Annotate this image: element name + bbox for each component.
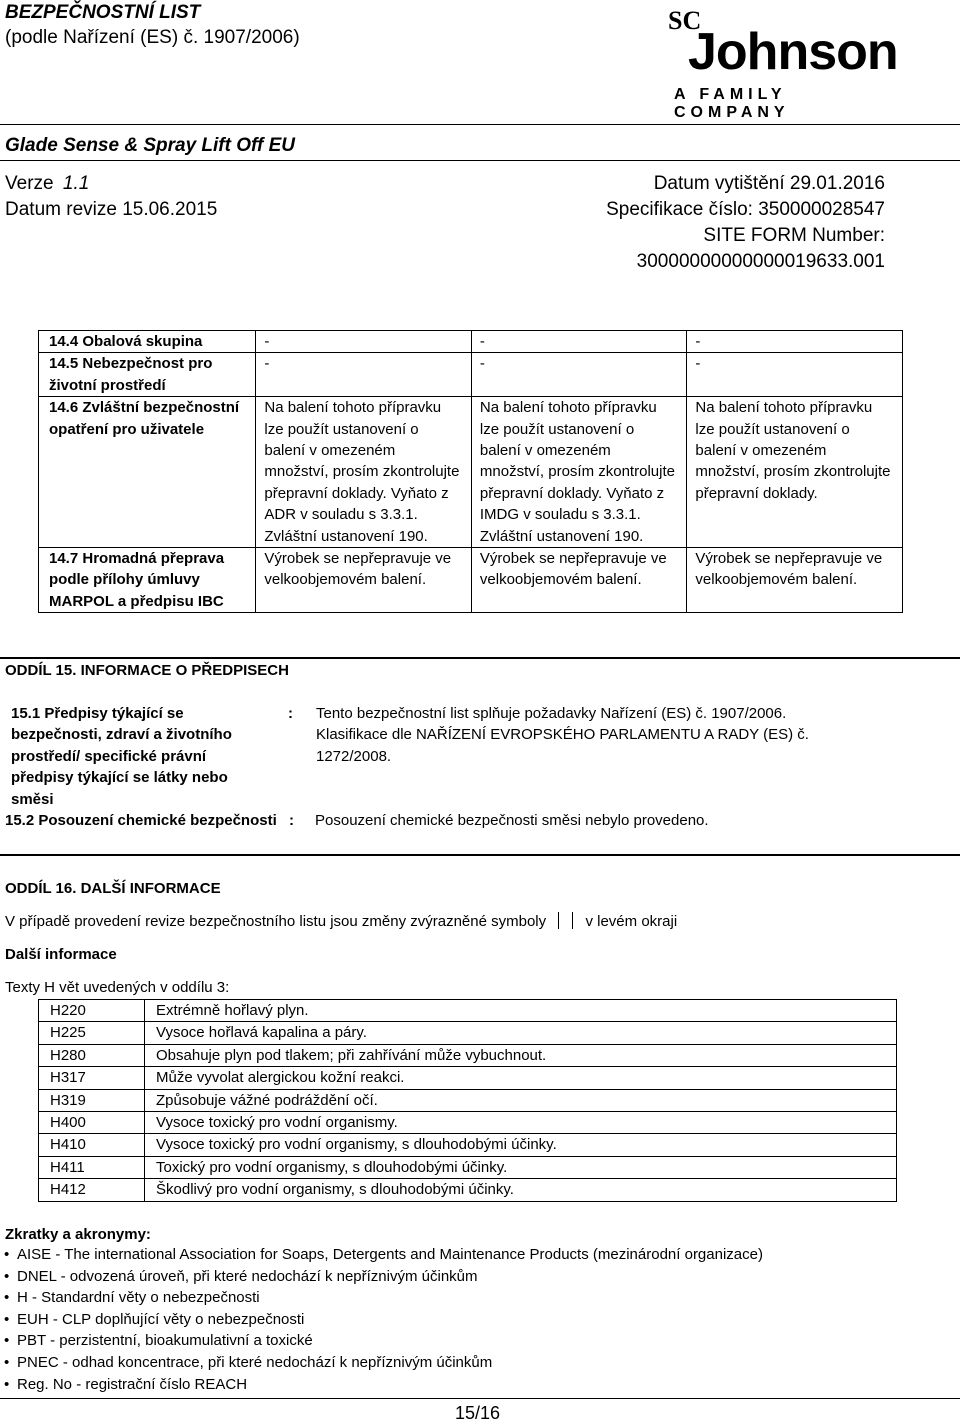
- table-row: [39, 331, 903, 353]
- item-15-1-label-5: směsi: [11, 791, 54, 808]
- version-value: 1.1: [62, 173, 90, 194]
- h-text: Toxický pro vodní organismy, s dlouhodobými účinky.: [145, 1156, 897, 1178]
- h-code: H280: [39, 1044, 145, 1066]
- h-code: H220: [39, 1000, 145, 1022]
- h-text: Vysoce toxický pro vodní organismy, s dlouhodobými účinky.: [145, 1134, 897, 1156]
- revision-bar-symbol: [572, 912, 573, 929]
- row-label-14-4: 14.4 Obalová skupina: [39, 331, 256, 353]
- item-15-1-label-2: bezpečnosti, zdraví a životního: [11, 726, 232, 743]
- table-row: [39, 1089, 897, 1111]
- sc-johnson-logo: [668, 6, 898, 121]
- table-row: [39, 1112, 897, 1134]
- abbreviations-heading: Zkratky a akronymy:: [5, 1226, 151, 1243]
- list-item: • Reg. No - registrační číslo REACH: [4, 1374, 763, 1396]
- h-texts-label: Texty H vět uvedených v oddílu 3:: [5, 979, 230, 996]
- header-divider-top: [0, 124, 960, 125]
- abbreviations-list: [4, 1244, 763, 1395]
- row-label-14-6: 14.6 Zvláštní bezpečnostní opatření pro uživatele: [39, 397, 256, 548]
- item-15-1-label-4: předpisy týkající se látky nebo: [11, 769, 228, 786]
- specification-number: Specifikace číslo: 350000028547: [606, 199, 885, 220]
- list-item: • EUH - CLP doplňující věty o nebezpečnosti: [4, 1309, 763, 1331]
- table-row: [39, 397, 903, 548]
- transport-table: [38, 330, 903, 613]
- h-code: H410: [39, 1134, 145, 1156]
- table-row: [39, 353, 903, 397]
- cell-imdg: -: [471, 353, 687, 397]
- table-row: [39, 1000, 897, 1022]
- table-row: [39, 1156, 897, 1178]
- item-15-1-text-2: Klasifikace dle NAŘÍZENÍ EVROPSKÉHO PARLAMENTU A RADY (ES) č.: [316, 726, 809, 743]
- item-15-2-colon: :: [289, 812, 294, 829]
- document-title: BEZPEČNOSTNÍ LIST: [5, 2, 201, 23]
- logo-tagline: A FAMILY COMPANY: [674, 86, 790, 121]
- list-item: • H - Standardní věty o nebezpečnosti: [4, 1287, 763, 1309]
- item-15-2-text: Posouzení chemické bezpečnosti směsi nebylo provedeno.: [315, 812, 709, 829]
- cell-imdg: -: [471, 331, 687, 353]
- row-label-14-5: 14.5 Nebezpečnost pro životní prostředí: [39, 353, 256, 397]
- section-15-heading: ODDÍL 15. INFORMACE O PŘEDPISECH: [5, 662, 289, 679]
- revision-note-text-a: V případě provedení revize bezpečnostního listu jsou změny zvýrazněné symboly: [5, 913, 547, 930]
- h-text: Škodlivý pro vodní organismy, s dlouhodobými účinky.: [145, 1179, 897, 1201]
- footer-divider: [0, 1398, 960, 1399]
- logo-johnson-text: Johnson: [688, 23, 898, 81]
- cell-imdg: Na balení tohoto přípravku lze použít ustanovení o balení v omezeném množství, prosím zkontrolujte přepravní doklady. Vyňato z IMDG v souladu s 3.3.1. Zvláštní ustanovení 190.: [471, 397, 687, 548]
- product-name: Glade Sense & Spray Lift Off EU: [5, 135, 296, 156]
- list-item: • AISE - The international Association for Soaps, Detergents and Maintenance Products (mezinárodní organizace): [4, 1244, 763, 1266]
- revision-date: Datum revize 15.06.2015: [5, 199, 218, 220]
- table-row: [39, 1044, 897, 1066]
- revision-bar-symbol: [558, 912, 559, 929]
- h-code: H412: [39, 1179, 145, 1201]
- h-code: H317: [39, 1067, 145, 1089]
- item-15-2-label: 15.2 Posouzení chemické bezpečnosti: [5, 812, 277, 829]
- list-item: • PBT - perzistentní, bioakumulativní a toxické: [4, 1330, 763, 1352]
- list-item: • PNEC - odhad koncentrace, při které nedochází k nepříznivým účinkům: [4, 1352, 763, 1374]
- item-15-1-label-3: prostředí/ specifické právní: [11, 748, 207, 765]
- h-text: Obsahuje plyn pod tlakem; při zahřívání může vybuchnout.: [145, 1044, 897, 1066]
- cell-iata: Výrobek se nepřepravuje ve velkoobjemovém balení.: [687, 548, 903, 613]
- h-code: H225: [39, 1022, 145, 1044]
- section-16-divider: [0, 854, 960, 856]
- h-code: H411: [39, 1156, 145, 1178]
- cell-imdg: Výrobek se nepřepravuje ve velkoobjemovém balení.: [471, 548, 687, 613]
- table-row: [39, 1022, 897, 1044]
- h-code: H400: [39, 1112, 145, 1134]
- version-line: [5, 171, 89, 197]
- cell-adr: -: [256, 331, 472, 353]
- h-text: Způsobuje vážné podráždění očí.: [145, 1089, 897, 1111]
- table-row: [39, 548, 903, 613]
- list-item: • DNEL - odvozená úroveň, při které nedochází k nepříznivým účinkům: [4, 1266, 763, 1288]
- page-number: 15/16: [455, 1403, 501, 1423]
- section-16-heading: ODDÍL 16. DALŠÍ INFORMACE: [5, 880, 221, 897]
- regulation-reference: (podle Nařízení (ES) č. 1907/2006): [5, 27, 300, 48]
- cell-adr: Výrobek se nepřepravuje ve velkoobjemovém balení.: [256, 548, 472, 613]
- section-15-divider: [0, 657, 960, 659]
- h-code: H319: [39, 1089, 145, 1111]
- print-date: Datum vytištění 29.01.2016: [653, 173, 885, 194]
- item-15-1-colon: :: [288, 705, 293, 722]
- site-form-label: SITE FORM Number:: [703, 225, 885, 246]
- table-row: [39, 1134, 897, 1156]
- site-form-number: 30000000000000019633.001: [636, 251, 885, 272]
- further-info-heading: Další informace: [5, 946, 117, 963]
- revision-note-text-b: v levém okraji: [585, 913, 678, 930]
- logo-sc-text: SC: [668, 6, 702, 35]
- header-divider-bottom: [0, 160, 960, 161]
- cell-adr: -: [256, 353, 472, 397]
- row-label-14-7: 14.7 Hromadná přeprava podle přílohy úmluvy MARPOL a předpisu IBC: [39, 548, 256, 613]
- cell-adr: Na balení tohoto přípravku lze použít ustanovení o balení v omezeném množství, prosím zkontrolujte přepravní doklady. Vyňato z ADR v souladu s 3.3.1. Zvláštní ustanovení 190.: [256, 397, 472, 548]
- version-label: Verze: [5, 173, 54, 194]
- h-text: Vysoce hořlavá kapalina a páry.: [145, 1022, 897, 1044]
- h-text: Vysoce toxický pro vodní organismy.: [145, 1112, 897, 1134]
- cell-iata: Na balení tohoto přípravku lze použít ustanovení o balení v omezeném množství, prosím zkontrolujte přepravní doklady.: [687, 397, 903, 548]
- table-row: [39, 1179, 897, 1201]
- item-15-1-text-1: Tento bezpečnostní list splňuje požadavky Nařízení (ES) č. 1907/2006.: [316, 705, 787, 722]
- h-phrases-table: [38, 999, 897, 1202]
- cell-iata: -: [687, 331, 903, 353]
- item-15-1-text-3: 1272/2008.: [316, 748, 392, 765]
- revision-note: [5, 911, 677, 932]
- item-15-1-label-1: 15.1 Předpisy týkající se: [11, 705, 184, 722]
- cell-iata: -: [687, 353, 903, 397]
- h-text: Může vyvolat alergickou kožní reakci.: [145, 1067, 897, 1089]
- h-text: Extrémně hořlavý plyn.: [145, 1000, 897, 1022]
- table-row: [39, 1067, 897, 1089]
